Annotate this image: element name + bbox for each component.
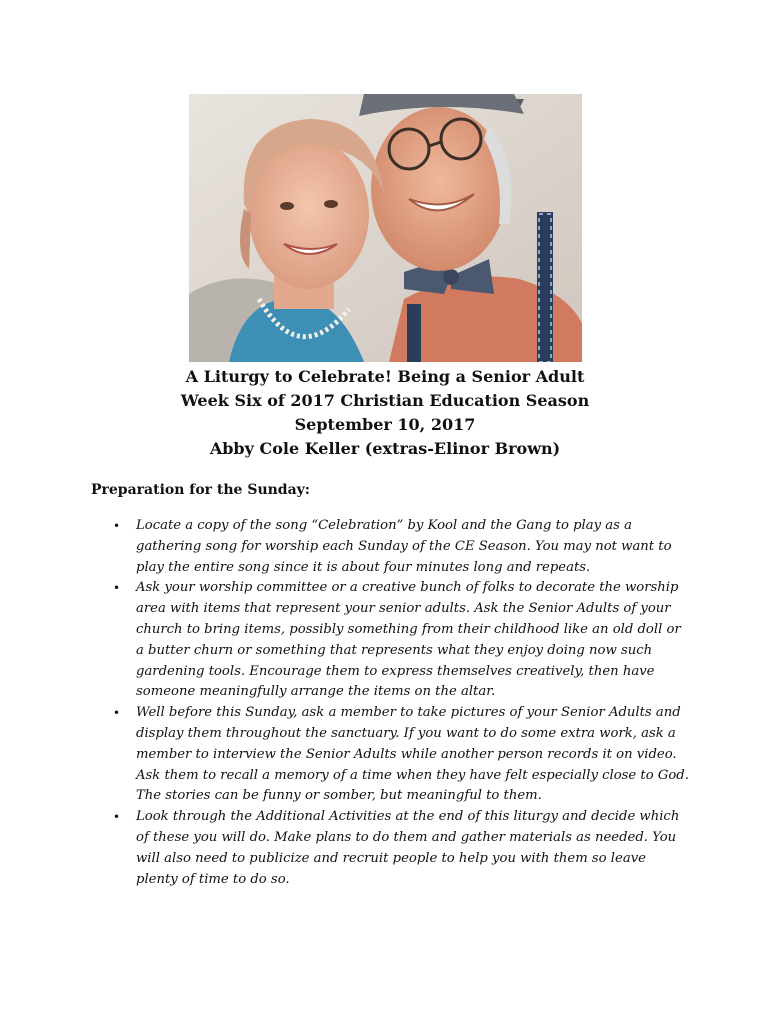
elderly-couple-photo-icon — [189, 94, 582, 362]
bullet-icon: • — [113, 810, 121, 825]
title-line-2: Week Six of 2017 Christian Education Season — [180, 391, 590, 410]
list-item — [91, 703, 691, 807]
preparation-heading: Preparation for the Sunday: — [91, 482, 310, 498]
title-line-4: Abby Cole Keller (extras-Elinor Brown) — [209, 439, 561, 458]
bullet-icon: • — [113, 519, 121, 533]
document-title — [0, 365, 770, 461]
list-item-text: Well before this Sunday, ask a member to take pictures of your Senior Adults and display them throughout the sanctuary. If you want to do some extra work, ask a member to interview the Senior Adults while another person records it on video. Ask them to recall a memory of a time when they have felt especially close to God. The stories can be funny or somber, but meaningful to them. — [136, 705, 689, 804]
list-item — [91, 578, 691, 703]
list-item-text: Look through the Additional Activities at the end of this liturgy and decide which of these you will do. Make plans to do them and gather materials as needed. You will also need to publicize and recruit people to help you with them so leave plenty of time to do so. — [136, 809, 680, 887]
bullet-icon: • — [113, 706, 121, 721]
list-item — [91, 807, 691, 890]
title-line-3: September 10, 2017 — [294, 415, 476, 434]
preparation-list — [91, 516, 691, 890]
couple-photo — [189, 94, 582, 362]
list-item-text: Ask your worship committee or a creative bunch of folks to decorate the worship area with items that represent your senior adults. Ask the Senior Adults of your church to bring items, possibly something from their childhood like an old doll or a butter churn or something that represents what they enjoy doing now such gardening tools. Encourage them to express themselves creatively, then have someone meaningfully arrange the items on the altar. — [136, 580, 681, 700]
list-item — [91, 516, 691, 578]
title-line-1: A Liturgy to Celebrate! Being a Senior Adult — [185, 367, 585, 386]
bullet-icon: • — [113, 581, 121, 596]
list-item-text: Locate a copy of the song “Celebration” by Kool and the Gang to play as a gathering song for worship each Sunday of the CE Season. You may not want to play the entire song since it is about four minutes long and repeats. — [136, 518, 672, 575]
